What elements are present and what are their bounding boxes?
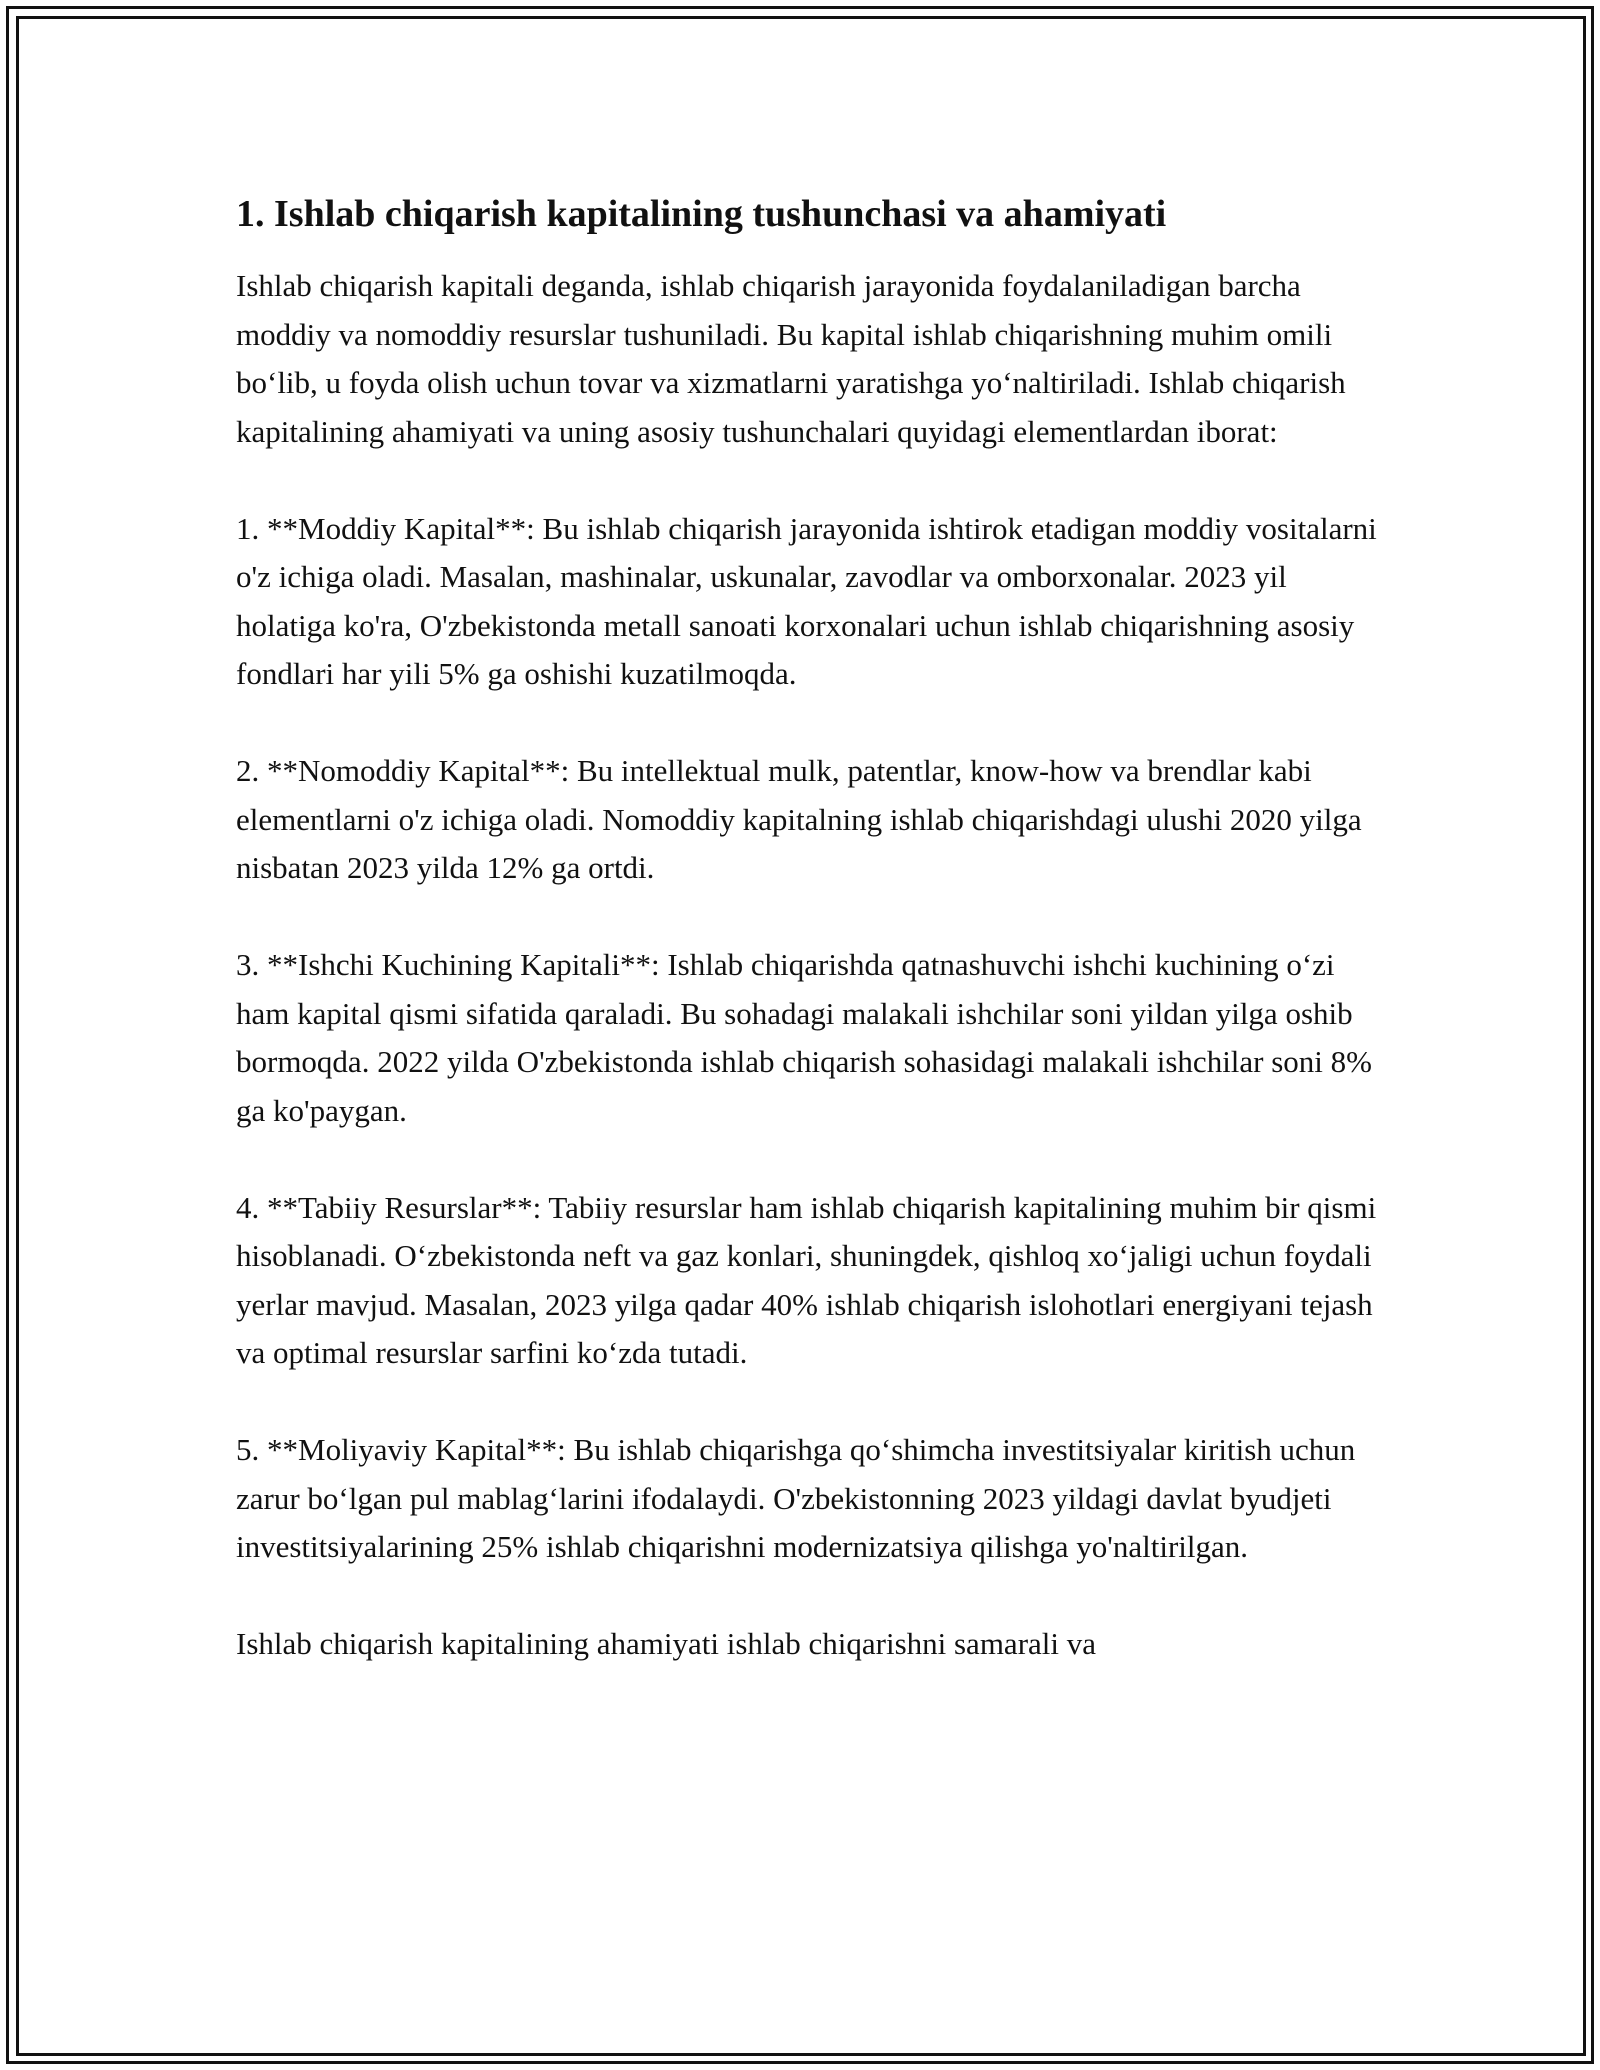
document-body <box>236 188 1386 1717</box>
list-item-ishchi-kuchining-kapitali: 3. **Ishchi Kuchining Kapitali**: Ishlab chiqarishda qatnashuvchi ishchi kuchining o‘zi ham kapital qismi sifatida qaraladi. Bu sohadagi malakali ishchilar soni yildan yilga oshib bormoqda. 2022 yilda O'zbekistonda ishlab chiqarish sohasidagi malakali ishchilar soni 8% ga ko'paygan. <box>236 947 1372 1128</box>
closing-paragraph: Ishlab chiqarish kapitalining ahamiyati ishlab chiqarishni samarali va <box>236 1626 1097 1661</box>
intro-paragraph: Ishlab chiqarish kapitali deganda, ishlab chiqarish jarayonida foydalaniladigan barcha moddiy va nomoddiy resurslar tushuniladi. Bu kapital ishlab chiqarishning muhim omili bo‘lib, u foyda olish uchun tovar va xizmatlarni yaratishga yo‘naltiriladi. Ishlab chiqarish kapitalining ahamiyati va uning asosiy tushunchalari quyidagi elementlardan iborat: <box>236 268 1346 449</box>
section-title: 1. Ishlab chiqarish kapitalining tushunchasi va ahamiyati <box>236 193 1167 235</box>
list-item-nomoddiy-kapital: 2. **Nomoddiy Kapital**: Bu intellektual mulk, patentlar, know-how va brendlar kabi elementlarni o'z ichiga oladi. Nomoddiy kapitalning ishlab chiqarishdagi ulushi 2020 yilga nisbatan 2023 yilda 12% ga ortdi. <box>236 753 1362 885</box>
list-item-moliyaviy-kapital: 5. **Moliyaviy Kapital**: Bu ishlab chiqarishga qo‘shimcha investitsiyalar kiritish uchun zarur bo‘lgan pul mablag‘larini ifodalaydi. O'zbekistonning 2023 yildagi davlat byudjeti investitsiyalarining 25% ishlab chiqarishni modernizatsiya qilishga yo'naltirilgan. <box>236 1432 1356 1564</box>
list-item-moddiy-kapital: 1. **Moddiy Kapital**: Bu ishlab chiqarish jarayonida ishtirok etadigan moddiy vositalarni o'z ichiga oladi. Masalan, mashinalar, uskunalar, zavodlar va omborxonalar. 2023 yil holatiga ko'ra, O'zbekistonda metall sanoati korxonalari uchun ishlab chiqarishning asosiy fondlari har yili 5% ga oshishi kuzatilmoqda. <box>236 510 1377 691</box>
list-item-tabiiy-resurslar: 4. **Tabiiy Resurslar**: Tabiiy resurslar ham ishlab chiqarish kapitalining muhim bir qismi hisoblanadi. O‘zbekistonda neft va gaz konlari, shuningdek, qishloq xo‘jaligi uchun foydali yerlar mavjud. Masalan, 2023 yilga qadar 40% ishlab chiqarish islohotlari energiyani tejash va optimal resurslar sarfini ko‘zda tutadi. <box>236 1189 1377 1370</box>
